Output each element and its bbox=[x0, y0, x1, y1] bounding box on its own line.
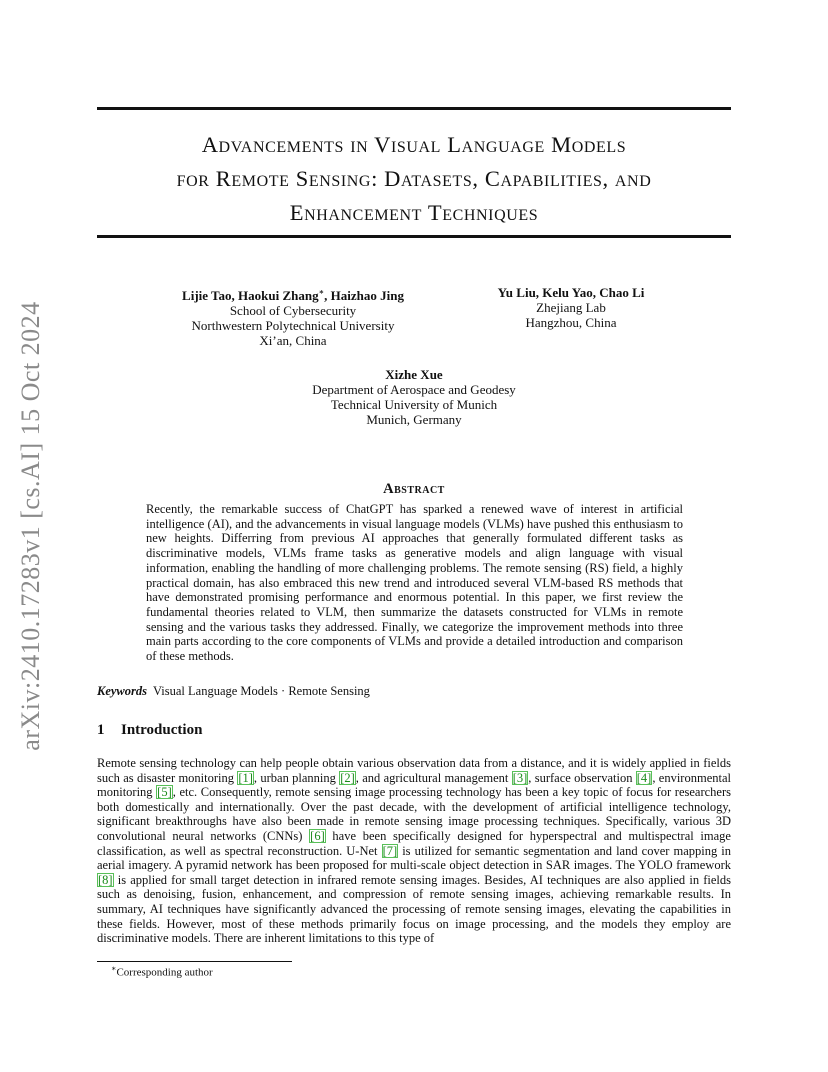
citation-link[interactable]: [6] bbox=[310, 828, 325, 843]
citation-link[interactable]: [1] bbox=[238, 770, 253, 785]
citation-link[interactable]: [2] bbox=[340, 770, 355, 785]
footnote-text: Corresponding author bbox=[116, 966, 213, 979]
title-line: for Remote Sensing: Datasets, Capabilities, and bbox=[176, 166, 652, 191]
affiliation-line: Hangzhou, China bbox=[525, 315, 617, 330]
citation-link[interactable]: [3] bbox=[512, 770, 528, 785]
affiliation-line: Northwestern Polytechnical University bbox=[191, 318, 395, 334]
keywords-label: Keywords bbox=[97, 684, 147, 698]
author-group-1 bbox=[168, 285, 418, 348]
affiliation-line: Technical University of Munich bbox=[330, 397, 498, 412]
author-group-3 bbox=[264, 367, 564, 427]
section-title: Introduction bbox=[121, 722, 203, 738]
keywords bbox=[97, 684, 370, 699]
title-line: Enhancement Techniques bbox=[289, 200, 539, 225]
title-line: Advancements in Visual Language Models bbox=[201, 132, 627, 157]
footnote-mark: ∗ bbox=[111, 964, 117, 973]
paper-title bbox=[97, 128, 731, 230]
footnote bbox=[111, 964, 213, 979]
affiliation-line: Zhejiang Lab bbox=[536, 300, 606, 315]
affiliation-line: Department of Aerospace and Geodesy bbox=[312, 382, 516, 397]
section-number: 1 bbox=[97, 722, 105, 738]
title-rule-top bbox=[97, 107, 731, 110]
affiliation-line: Munich, Germany bbox=[366, 412, 462, 427]
author-group-2 bbox=[466, 285, 676, 330]
author-names: Lijie Tao, Haokui Zhang∗, Haizhao Jing bbox=[182, 288, 404, 304]
abstract-body: Recently, the remarkable success of ChatGPT has sparked a renewed wave of interest in artificial intelligence (AI), and the advancements in visual language models (VLMs) have pushed this enthusiasm to new heights. Differring from previous AI approaches that generally formulated different tasks as discriminative models, VLMs frame tasks as generative models and align language with visual information, enabling the handling of more challenging problems. The remote sensing (RS) field, a highly practical domain, has also embraced this new trend and introduced several VLM-based RS methods that have demonstrated promising performance and enormous potential. In this paper, we first review the fundamental theories related to VLM, then summarize the datasets constructed for VLMs in remote sensing and the various tasks they addressed. Finally, we categorize the improvement methods into three main parts according to the core components of VLMs and provide a detailed introduction and comparison of these methods. bbox=[146, 502, 683, 664]
affiliation-line: Xi’an, China bbox=[259, 333, 327, 349]
corresponding-mark: ∗ bbox=[318, 288, 325, 297]
citation-link[interactable]: [8] bbox=[98, 872, 113, 887]
footnote-rule bbox=[97, 961, 292, 962]
introduction-paragraph: Remote sensing technology can help people obtain various observation data from a distance, and it is widely applied in fields such as disaster monitoring [1], urban planning [2], and agricultural management [3], surface observation [4], environmental monitoring [5], etc. Consequently, remote sensing image processing technology has been a key topic of focus for researchers both domestically and internationally. Over the past decade, with the development of artificial intelligence technology, significant breakthroughs have also been made in remote sensing image processing techniques. Specifically, various 3D convolutional neural networks (CNNs) [6] have been specifically designed for hyperspectral and multispectral image classification, as well as spectral reconstruction. U-Net [7] is utilized for semantic segmentation and land cover mapping in aerial imagery. A pyramid network has been proposed for multi-scale object detection in SAR images. The YOLO framework [8] is applied for small target detection in infrared remote sensing images. Besides, AI techniques are also applied in fields such as denoising, fusion, enhancement, and compression of remote sensing images, achieving remarkable results. In summary, AI techniques have significantly advanced the processing of remote sensing images, elevating the capabilities in these fields. However, most of these methods primarily focus on image processing, and the models they employ are discriminative models. There are inherent limitations to this type of bbox=[97, 756, 731, 946]
citation-link[interactable]: [7] bbox=[382, 843, 398, 858]
keywords-text: Visual Language Models · Remote Sensing bbox=[153, 684, 370, 698]
citation-link[interactable]: [4] bbox=[636, 770, 652, 785]
arxiv-identifier: arXiv:2410.17283v1 [cs.AI] 15 Oct 2024 bbox=[16, 301, 45, 751]
affiliation-line: School of Cybersecurity bbox=[229, 303, 357, 319]
author-names: Xizhe Xue bbox=[385, 367, 443, 382]
author-names: Yu Liu, Kelu Yao, Chao Li bbox=[497, 285, 645, 300]
section-heading bbox=[97, 722, 202, 739]
abstract-heading: Abstract bbox=[383, 481, 445, 497]
title-rule-bottom bbox=[97, 235, 731, 238]
citation-link[interactable]: [5] bbox=[157, 785, 172, 800]
